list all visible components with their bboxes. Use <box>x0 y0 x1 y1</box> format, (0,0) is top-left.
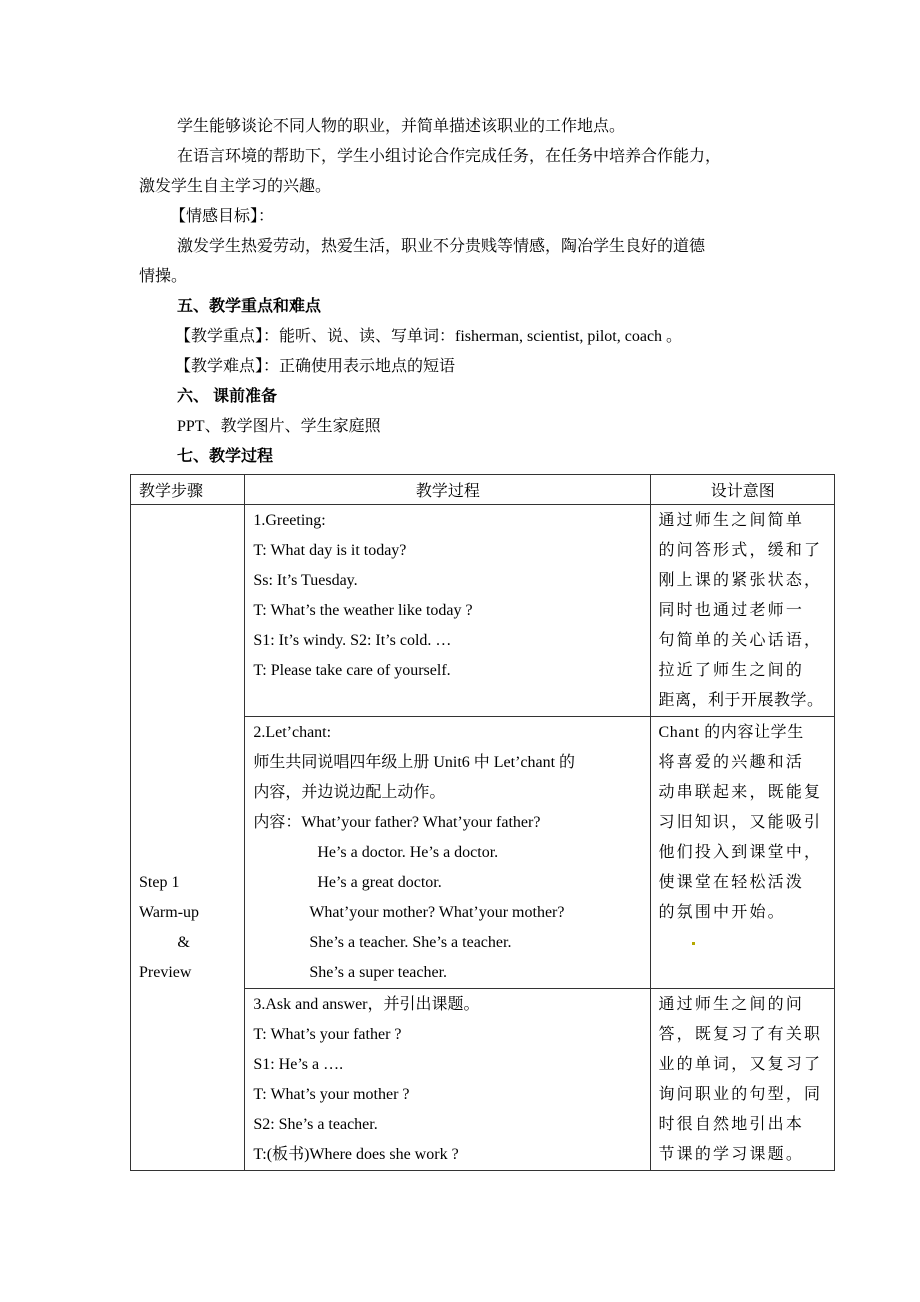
objective-paragraph-1: 学生能够谈论不同人物的职业，并简单描述该职业的工作地点。 <box>177 118 626 135</box>
intent-cell-ask-answer <box>651 989 835 1171</box>
objective-paragraph-2-line-2: 激发学生自主学习的兴趣。 <box>139 178 332 195</box>
process-cell-greeting <box>245 505 651 717</box>
intent-line: 的氛围中开始。 <box>658 904 786 921</box>
process-line: She’s a super teacher. <box>309 964 448 981</box>
header-process: 教学过程 <box>245 475 651 505</box>
intent-line: 将喜爱的兴趣和活 <box>658 754 805 771</box>
process-line: What’your mother? What’your mother? <box>309 904 565 921</box>
intent-line: 距离，利于开展教学。 <box>658 692 824 709</box>
intent-line: 答，既复习了有关职 <box>658 1026 823 1043</box>
intent-line: 习旧知识，又能吸引 <box>658 814 823 831</box>
intent-line: 通过师生之间的问 <box>658 996 805 1013</box>
difficulty-line: 【教学难点】：正确使用表示地点的短语 <box>175 358 456 375</box>
process-line: 1.Greeting: <box>253 512 326 529</box>
process-line: 内容，并边说边配上动作。 <box>253 784 446 801</box>
intent-line: 业的单词，又复习了 <box>658 1056 823 1073</box>
process-line: T: What’s your mother ? <box>253 1086 410 1103</box>
intent-line: 刚上课的紧张状态， <box>658 572 823 589</box>
intent-line: 动串联起来，既能复 <box>658 784 823 801</box>
header-intent: 设计意图 <box>651 475 835 505</box>
intent-line: 节课的学习课题。 <box>658 1146 805 1163</box>
process-line: T: Please take care of yourself. <box>253 662 451 679</box>
header-step: 教学步骤 <box>131 475 245 505</box>
intent-line: 使课堂在轻松活泼 <box>658 874 805 891</box>
process-line: She’s a teacher. She’s a teacher. <box>309 934 512 951</box>
emotion-paragraph-line-1: 激发学生热爱劳动，热爱生活，职业不分贵贱等情感，陶冶学生良好的道德 <box>177 238 706 255</box>
section-6-heading: 六、 课前准备 <box>177 388 278 405</box>
intent-cell-greeting <box>651 505 835 717</box>
intent-line: 他们投入到课堂中， <box>658 844 823 861</box>
process-line: 2.Let’chant: <box>253 724 332 741</box>
intent-line: 通过师生之间简单 <box>658 512 805 529</box>
process-line: T: What’s your father ? <box>253 1026 402 1043</box>
teaching-process-table <box>130 474 835 1171</box>
step-phase-1: Warm-up <box>139 904 200 921</box>
emotion-objective-heading: 【情感目标】： <box>170 208 275 225</box>
intent-line: 时很自然地引出本 <box>658 1116 805 1133</box>
process-line: S1: He’s a …. <box>253 1056 344 1073</box>
table-header-row <box>131 475 835 505</box>
intent-line: 同时也通过老师一 <box>658 602 805 619</box>
objective-paragraph-2-line-1: 在语言环境的帮助下，学生小组讨论合作完成任务，在任务中培养合作能力， <box>177 148 722 165</box>
process-line: 师生共同说唱四年级上册 Unit6 中 Let’chant 的 <box>253 754 576 771</box>
emotion-paragraph-line-2: 情操。 <box>139 268 188 285</box>
intent-cell-chant <box>651 717 835 989</box>
step-ampersand: & <box>177 934 190 951</box>
intent-line: 询问职业的句型，同 <box>658 1086 823 1103</box>
table-row <box>131 505 835 717</box>
key-point-line: 【教学重点】：能听、说、读、写单词：fisherman, scientist, pilot, coach 。 <box>175 328 683 345</box>
intent-line: 拉近了师生之间的 <box>658 662 805 679</box>
process-line: 3.Ask and answer，并引出课题。 <box>253 996 480 1013</box>
process-line: S1: It’s windy. S2: It’s cold. … <box>253 632 452 649</box>
preparation-content: PPT、教学图片、学生家庭照 <box>177 418 381 435</box>
process-line: T: What’s the weather like today ? <box>253 602 473 619</box>
step-label: Step 1 <box>139 874 180 891</box>
intent-line: 句简单的关心话语， <box>658 632 823 649</box>
stray-mark <box>658 928 829 958</box>
process-line: He’s a doctor. He’s a doctor. <box>317 844 499 861</box>
process-cell-ask-answer <box>245 989 651 1171</box>
process-line: T: What day is it today? <box>253 542 407 559</box>
process-line: Ss: It’s Tuesday. <box>253 572 358 589</box>
section-5-heading: 五、教学重点和难点 <box>177 298 322 315</box>
process-line: He’s a great doctor. <box>317 874 442 891</box>
section-7-heading: 七、教学过程 <box>177 448 274 465</box>
intent-line: 的问答形式，缓和了 <box>658 542 823 559</box>
dot-mark <box>692 942 695 945</box>
process-line: S2: She’s a teacher. <box>253 1116 378 1133</box>
process-line: 内容：What’your father? What’your father? <box>253 814 541 831</box>
intent-line: Chant 的内容让学生 <box>658 724 804 741</box>
process-cell-chant <box>245 717 651 989</box>
step-phase-2: Preview <box>139 964 192 981</box>
step-cell <box>131 505 245 1171</box>
process-line: T:(板书)Where does she work ? <box>253 1146 459 1163</box>
